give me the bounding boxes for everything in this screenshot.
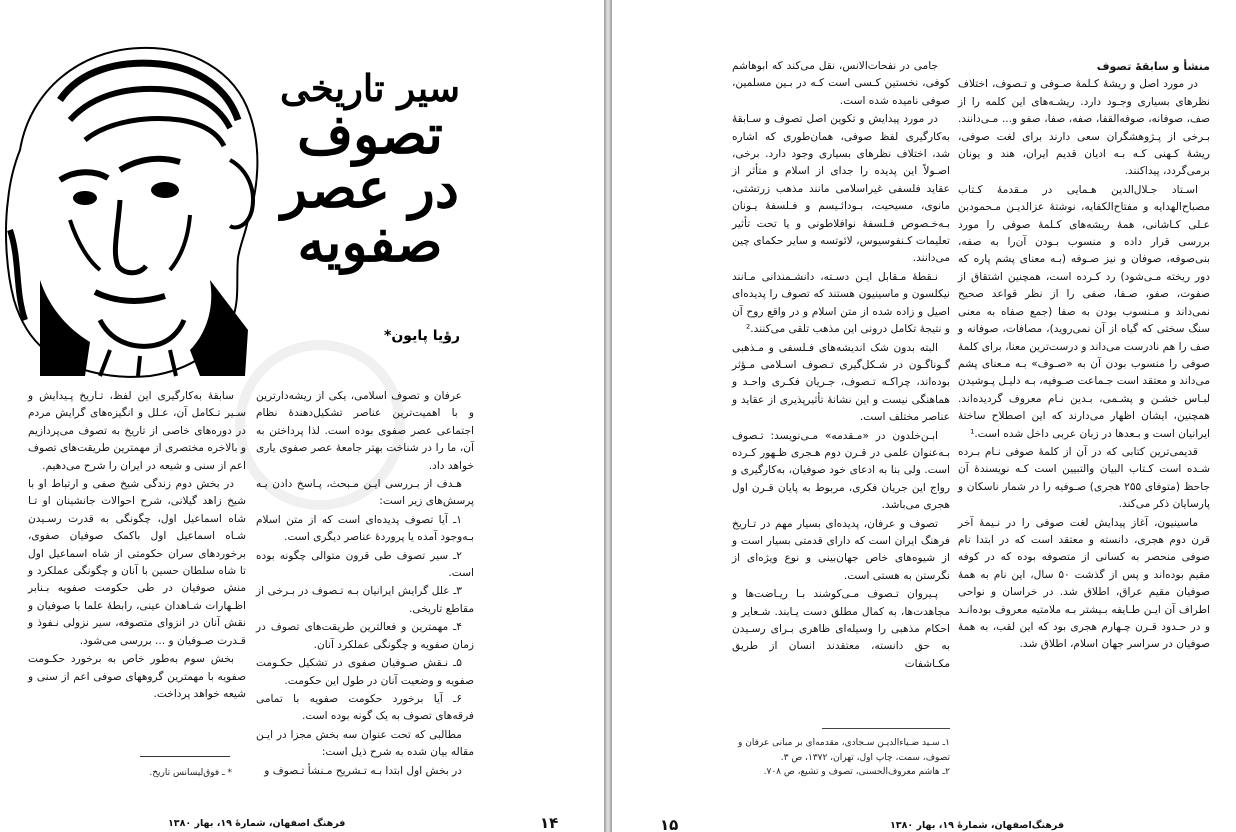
book-spine (604, 0, 612, 832)
section-heading: منشأ و سابقهٔ تصوف (1096, 60, 1210, 73)
article-title (270, 66, 470, 274)
body-paragraph: ۲ـ سیر تصوف طی قرون متوالی چگونه بوده است. (256, 549, 474, 580)
body-paragraph: جامی در نفحات‌الانس، نقل می‌کند که ابوهاشم کوفی، نخستین کـسی است کـه در بـین مسلمین، صوفی نامیده شده است. (732, 60, 950, 107)
body-paragraph: در مورد پیدایش و تکوین اصل تصوف و سـابقهٔ به‌کارگیری لفظ صوفی، همان‌طوری که اشاره شد، اختلاف نظرهای بسیاری وجود دارد. برخی، اصـولاً این پدیده را جدای از اسلام و متأثر از عقاید فلسفی غیراسلامی مانند مذهب زرتشتی، مانوی، مسیحیت، بـودائـیسم و فـلسفهٔ یـونان بـه‌خـصوص فـلسفهٔ نوافلاطونی و یا تحت تأثیر تعلیمات کـنفوسیوس، لائوتسه و سایر حکمای چین می‌دانند. (732, 113, 950, 265)
body-paragraph: قدیمی‌ترین کتابی که در آن از کلمهٔ صوفی نـام بـرده شـده است کـتاب البیان والتبیین است کـه نویسندهٔ آن جاحظ (متوفای ۲۵۵ هجری) صـوفیه را در شمار ناسکان و پارسایان ذکر می‌کند. (958, 445, 1210, 511)
footnote: ۲ـ هاشم معروف‌الحسنی، تصوف و تشیع، ص ۷۰۸. (763, 767, 950, 777)
body-paragraph: اسـتاد جـلال‌الدین هـمایی در مـقدمهٔ کـتاب مصباح‌الهدایه و مفتاح‌الکفایه، نوشتهٔ عزالدیـن مـحمودبن عـلی کـاشانی، همهٔ ریشه‌های کـلمهٔ صوفی را مورد بررسی قرار داده و منسوب بـودن آن‌را به صفه، بنی‌صوفه، صوفان و نیز صـوفه (بـه معنای پشم پاره که دور ریخته مـی‌شود) رد کـرده است، همچنین اشتقاق از صفوت، صفو، صـفا، صفی را از نظر قواعد صحیح نمی‌داند و مـنسوب بودن به صفا (جمع صفاه به معنی سنگ سختی که گیاه از آن نمی‌روید)، مصافات، صوفانه و صف را هم نادرست می‌داند و درست‌ترین معنا، برای کلمهٔ صوفی را منسوب بودن آن به «صـوف» بـه مـعنای پشم می‌داند و معتقد است جـماعت صـوفیه، بـه دلیـل پـوشیدن لبـاس خشـن و پشـمی، بـدین نـام معروف گردیده‌اند. همچنین، ایشان اظهار می‌دارند که این اصطلاح ساختهٔ ایرانیان است و بـعدها در زبان عربی داخل شده است.¹ (958, 183, 1210, 440)
page-footer: فرهنگ اصفهان، شمارهٔ ۱۹، بهار ۱۳۸۰ (168, 818, 346, 829)
title-line-4: صفویه (297, 210, 443, 274)
right-page (612, 0, 1236, 832)
body-paragraph: هـدف از بـررسی ایـن مـبحث، پـاسخ دادن بـه پرسش‌های زیر است: (256, 478, 474, 508)
body-paragraph: ۶ـ آیا برخورد حکومت صفویه با تمامی فرقه‌های تصوف به یک گونه بوده است. (256, 692, 474, 723)
footnotes (732, 736, 950, 780)
body-paragraph: مطالبی که تحت عنوان سه بخش مجزا در ایـن مقاله بیان شده به شرح ذیل است: (256, 728, 474, 759)
body-paragraph: پـیروان تـصوف مـی‌کوشند بـا ریـاضت‌ها و مجاهدت‌ها، به کمال مطلق دست یـابند. شـعایر و احکام مذهبی را وسیله‌ای ظاهری بـرای رسـیدن به حق دانسته، معتقدند انسان از طریق مکـاشفات (732, 588, 950, 670)
affiliation-rule (140, 756, 230, 757)
title-line-3: در عصر (281, 156, 459, 220)
body-paragraph: ۵ـ نـقش صـوفیان صفوی در تشکیل حکـومت صفویه و وضعیت آنان در طول این حکومت. (256, 657, 474, 687)
body-paragraph: ۴ـ مهمترین و فعالترین طریقت‌های تصوف در زمان صفویه و چگونگی عملکرد آنان. (256, 621, 474, 651)
left-page-right-column (256, 388, 474, 781)
body-paragraph: در بخش دوم زندگی شیخ صفی و ارتباط او با شیخ زاهد گیلانی، شرح احوالات جانشینان او تـا شاه اسماعیل اول، چگونگی به قدرت رسـیدن شـاه اسماعیل اول باکمک صوفیان صفوی، برخوردهای سران حکومتی از شاه اسماعیل اول تا شاه سلطان حسین با آنان و چگونگی عملکرد و منش صوفیان در طی حکومت صفویه بـنابر اظـهارات شـاهدان عینی، رابطهٔ علما با صوفیان و نقش آنان در انزوای متصوفه، سیر نزولی نـفوذ و قـدرت صـوفیان و ... بررسی می‌شود. (28, 478, 246, 647)
title-line-1: سیر تاریخی (280, 66, 460, 110)
title-line-2: تصوف (297, 102, 443, 166)
body-paragraph: ۱ـ آیا تصوف پدیده‌ای است که از متن اسلام بـه‌وجود آمده یا پروردهٔ عناصر دیگری است. (256, 513, 474, 544)
footnote-rule (822, 728, 950, 729)
sufi-portrait-illustration (0, 30, 265, 378)
page-number: ۱۵ (660, 816, 679, 832)
body-paragraph: نـقطهٔ مـقابل ایـن دسـته، دانشـمندانی مـانند نیکلسون و ماسینیون هستند که تصوف را پدیده‌ای اصیل و زاده شده از متن اسلام و در واقع روح آن و نتیجهٔ تکامل درونی این مذهب تلقی می‌کنند.² (732, 270, 950, 336)
body-paragraph: در بخش اول ابتدا بـه تـشریح مـنشأ تـصوف و (264, 764, 462, 777)
right-page-right-column (958, 58, 1210, 655)
page-footer: فرهنگ‌اصفهان، شمارهٔ ۱۹، بهار ۱۳۸۰ (890, 820, 1065, 831)
body-paragraph: سابقهٔ به‌کارگیری این لفظ، تـاریخ پـیدایش و سـیر تـکامل آن، عـلل و انگیزه‌های گرایش مردم در دوره‌های خاصی از تاریخ به تصوف می‌پردازیم و بالاخره مختصری از مهمترین طریقت‌های تصوف اعم از سنی و شیعه در ایران را شرح می‌دهیم. (28, 390, 246, 472)
author-affiliation: * ـ فوق‌لیسانس تاریخ. (149, 768, 232, 778)
body-paragraph: تصوف و عرفان، پدیده‌ای بسیار مهم در تـاریخ فرهنگ ایران است که دارای قدمتی بسیار است و از شیوه‌های خاص جهان‌بینی و نوع ویژه‌ای از نگرستن به هستی است. (732, 517, 950, 582)
body-paragraph: البته بدون شک اندیشه‌های فـلسفی و مـذهبی گـوناگـون در شـکل‌گیری تـصوف اسـلامی مـؤثر بوده‌اند، چراکـه تـصوف، جـریان فکـری واحـد و هماهنگی نیست و این نشانهٔ تأثیرپذیری از عقاید و عناصر مختلف است. (732, 341, 950, 424)
body-paragraph: عرفان و تصوف اسلامی، یکی از ریشه‌دارترین و با اهمیت‌ترین عناصر تشکیل‌دهندهٔ نظام اجتماعی عصر صفوی بوده است. لذا پرداختن به آن، ما را در شناخت بهتر جامعهٔ عصر صفوی یاری خواهد داد. (256, 390, 474, 472)
right-page-left-column (732, 58, 950, 674)
left-page (0, 0, 604, 832)
page-number: ۱۴ (540, 814, 559, 832)
body-paragraph: ماسینیون، آغاز پیدایش لغت صوفی را در نـیمهٔ آخر قرن دوم هجری، دانسته و معتقد است که در ابتدا نام صوفی منحصر به کسانی از متصوفه بوده که در کوفه مقیم بوده‌اند و پس از گذشت ۵۰ سال، این نام به همهٔ صوفیان مقیم عراق، اطلاق شد. در خراسان و نواحی اطراف آن ایـن طـایفه بـیشتر بـه ملامتیه معروف بوده‌انـد و در حـدود قـرن چـهارم هجری بود که این لقب، به همهٔ صوفیان در سراسر جهان اسلام، اطلاق شد. (958, 516, 1210, 651)
left-page-left-column (28, 388, 246, 704)
author-name: رؤیا پایون* (384, 328, 460, 344)
body-paragraph: ابـن‌خلدون در «مـقدمه» مـی‌نویسد: تـصوف بـه‌عنوان علمی در قـرن دوم هـجری ظـهور کـرده است. ولی بنا به ادعای خود صوفیان، به‌کارگیری و رواج این جریان فکری، مربوط به پایان قـرن اول هجری می‌باشد. (732, 429, 950, 512)
body-paragraph: ۳ـ علل گرایش ایرانیان بـه تـصوف در بـرخی از مقاطع تاریخی. (256, 585, 474, 615)
footnote: ۱ـ سـید ضـیاءالدیـن سـجادی، مقدمه‌ای بر مبانی عرفان و تصوف، سمت، چاپ اول، تهران، ۱۳۷۲، ص ۳. (738, 738, 950, 763)
body-paragraph: بخش سوم به‌طور خاص به برخورد حکـومت صفویه با مهمترین گروههای صوفی اعم از سنی و شیعه خواهد پرداخت. (28, 653, 246, 700)
body-paragraph: در مورد اصل و ریشهٔ کـلمهٔ صـوفی و تـصوف، اختلاف نظرهای بسیاری وجـود دارد. ریشـه‌های این کلمه را از صف، صوفانه، صوفه‌القفا، صفه، صفا، صفو و... مـی‌دانند. بـرخی از پـژوهشگران سعی دارند برای لغت صوفی، ریشهٔ کـهنی کـه بـه ادیان قدیم ایران، هند و یونان برمی‌گردد، پیداکنند. (958, 78, 1210, 178)
